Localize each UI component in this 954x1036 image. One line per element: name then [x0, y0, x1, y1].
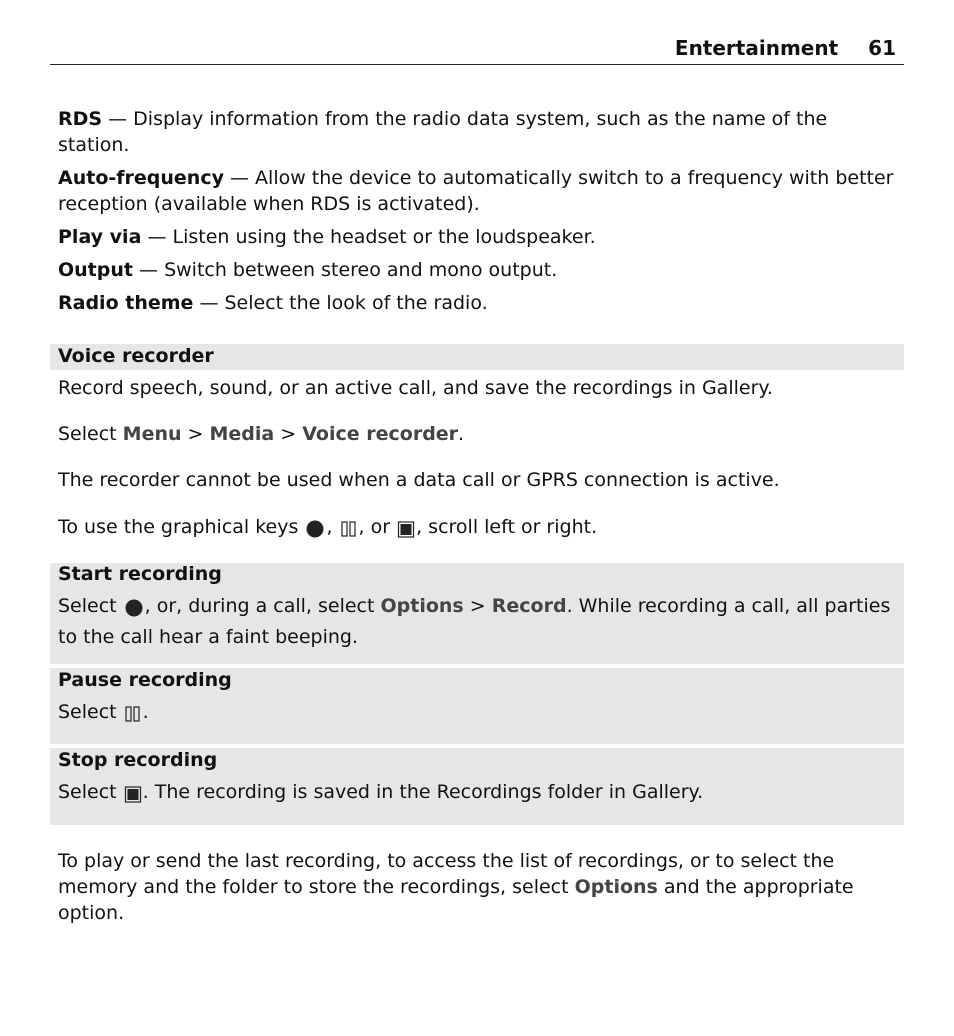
start-sep: > [463, 595, 492, 617]
pause-recording-text [58, 699, 898, 730]
setting-desc: — Listen using the headset or the loudspeaker. [141, 226, 596, 248]
path-media: Media [209, 423, 275, 445]
stop-icon [397, 518, 415, 545]
setting-desc: — Allow the device to automatically switch to a frequency with better reception (available when RDS is activated). [58, 167, 894, 215]
path-sep: > [181, 423, 210, 445]
footer-paragraph [58, 848, 898, 926]
setting-radio-theme [58, 290, 898, 316]
pause-icon [124, 703, 142, 730]
setting-output [58, 257, 898, 283]
options-label: Options [380, 595, 464, 617]
setting-desc: — Switch between stereo and mono output. [132, 259, 558, 281]
keys-prefix: To use the graphical keys [58, 516, 305, 538]
page-number: 61 [868, 36, 896, 60]
stop-rest: . The recording is saved in the Recordings folder in Gallery. [142, 781, 704, 803]
pause-select: Select [58, 701, 123, 723]
start-rest: . While recording a call, all parties to the call hear a faint beeping. [58, 595, 891, 648]
voice-recorder-intro: Record speech, sound, or an active call, and save the recordings in Gallery. [58, 377, 773, 399]
setting-play-via [58, 224, 898, 250]
header-section: Entertainment [674, 36, 839, 60]
start-select: Select [58, 595, 123, 617]
stop-recording-heading: Stop recording [58, 749, 218, 771]
start-recording-text [58, 593, 898, 650]
footer-text-2: and the appropriate option. [58, 876, 854, 924]
footer-text-1: To play or send the last recording, to access the list of recordings, or to select the memory and the folder to store the recordings, select [58, 850, 835, 898]
pause-end: . [142, 701, 149, 723]
page-header [50, 34, 904, 65]
path-voice-recorder: Voice recorder [302, 423, 459, 445]
stop-select: Select [58, 781, 123, 803]
setting-auto-frequency [58, 165, 898, 217]
recorder-note: The recorder cannot be used when a data call or GPRS connection is active. [58, 469, 780, 491]
keys-or: , or [358, 516, 397, 538]
voice-recorder-heading: Voice recorder [58, 345, 214, 367]
setting-term: Auto-frequency [58, 167, 224, 189]
record-icon [305, 518, 325, 545]
pause-icon [340, 518, 358, 545]
keys-comma: , [326, 516, 339, 538]
start-recording-heading: Start recording [58, 563, 222, 585]
menu-path [58, 421, 898, 447]
setting-term: Radio theme [58, 292, 194, 314]
graphical-keys-para [58, 514, 898, 545]
path-menu: Menu [122, 423, 182, 445]
path-sep: > [274, 423, 303, 445]
footer-options-label: Options [574, 876, 658, 898]
pause-recording-heading: Pause recording [58, 669, 232, 691]
record-icon [124, 597, 144, 624]
stop-icon [124, 783, 142, 810]
stop-recording-text [58, 779, 898, 810]
path-prefix: Select [58, 423, 123, 445]
setting-rds [58, 106, 898, 158]
record-label: Record [491, 595, 567, 617]
start-mid: , or, during a call, select [144, 595, 381, 617]
header-text [675, 36, 896, 60]
setting-term: Output [58, 259, 133, 281]
path-end: . [458, 423, 465, 445]
setting-desc: — Display information from the radio data system, such as the name of the station. [58, 108, 828, 156]
setting-term: RDS [58, 108, 103, 130]
setting-desc: — Select the look of the radio. [193, 292, 488, 314]
setting-term: Play via [58, 226, 142, 248]
keys-suffix: , scroll left or right. [416, 516, 598, 538]
